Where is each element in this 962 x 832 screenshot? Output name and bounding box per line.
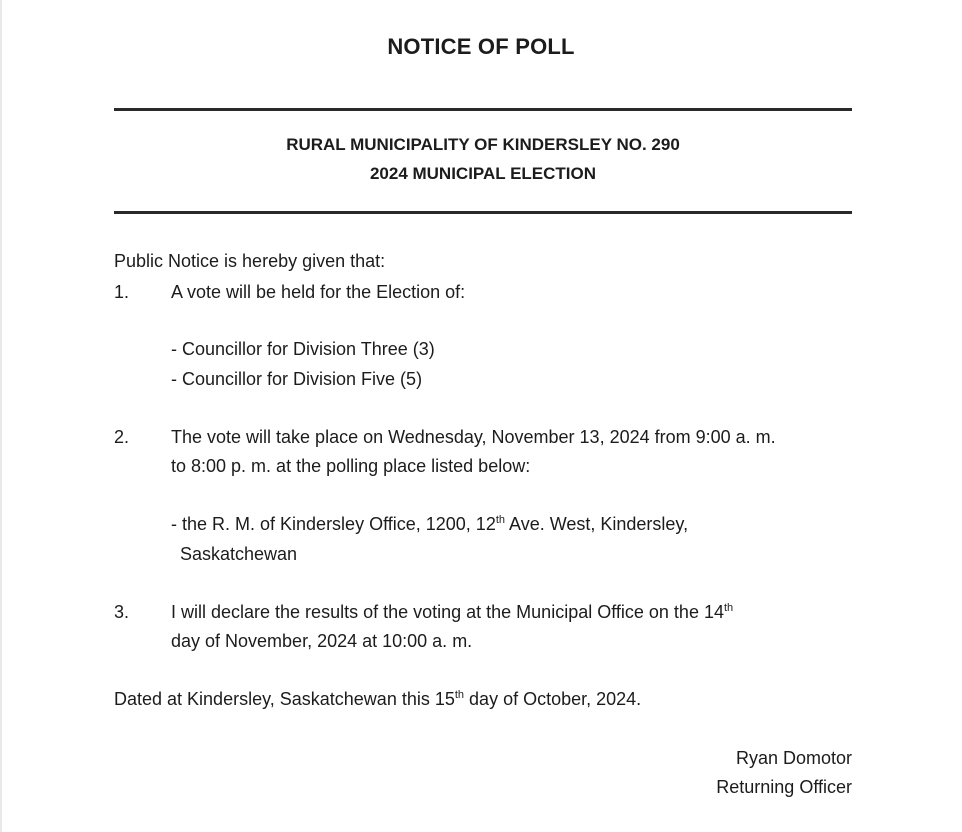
dated-ordinal: th [454, 689, 465, 701]
polling-place-ordinal: th [495, 514, 506, 526]
item-1-text: A vote will be held for the Election of: [171, 282, 466, 302]
page-title: NOTICE OF POLL [387, 34, 575, 59]
item-1-division-three: - Councillor for Division Three (3) [171, 339, 435, 359]
scan-edge [0, 0, 2, 832]
signer-name: Ryan Domotor [735, 748, 852, 768]
item-1-division-five: - Councillor for Division Five (5) [171, 369, 423, 389]
results-ordinal: th [723, 602, 734, 614]
polling-place-address-end: Ave. West, Kindersley, [505, 514, 689, 534]
bottom-rule [114, 211, 852, 214]
dated-text: Dated at Kindersley, Saskatchewan this 15 [114, 689, 455, 709]
item-2-number: 2. [114, 427, 130, 447]
results-text: I will declare the results of the voting at the Municipal Office on the 14 [171, 602, 724, 622]
dated-line [114, 689, 641, 710]
item-1-number: 1. [114, 282, 130, 302]
item-3-number: 3. [114, 602, 130, 622]
item-2-text-line2: to 8:00 p. m. at the polling place listed below: [171, 456, 531, 476]
item-3-text-line1 [171, 602, 733, 623]
dated-text-end: day of October, 2024. [464, 689, 642, 709]
top-rule [114, 108, 852, 111]
polling-place-address: - the R. M. of Kindersley Office, 1200, 12 [171, 514, 496, 534]
item-2-polling-place [171, 514, 688, 535]
item-3-text-line2: day of November, 2024 at 10:00 a. m. [171, 631, 473, 651]
item-2-polling-province: Saskatchewan [180, 544, 298, 564]
intro-text: Public Notice is hereby given that: [114, 251, 386, 271]
signer-title: Returning Officer [716, 777, 852, 797]
item-2-text-line1: The vote will take place on Wednesday, November 13, 2024 from 9:00 a. m. [171, 427, 776, 447]
election-heading: 2024 MUNICIPAL ELECTION [369, 164, 597, 183]
municipality-heading: RURAL MUNICIPALITY OF KINDERSLEY NO. 290 [286, 135, 680, 154]
